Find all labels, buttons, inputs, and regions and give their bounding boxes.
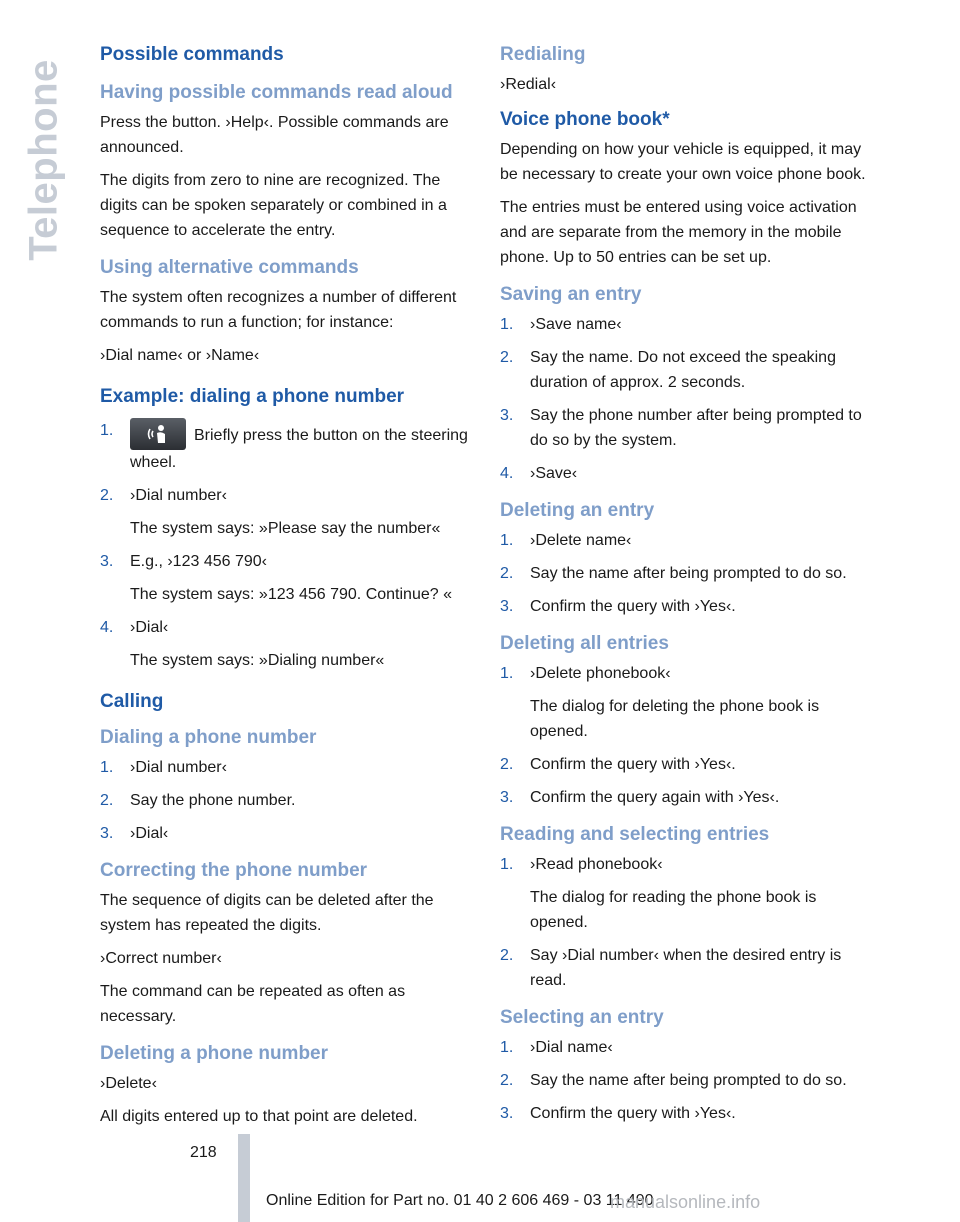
list-item (500, 312, 878, 337)
read-aloud-p1: Press the button. ›Help‹. Possible commands are announced. (100, 114, 449, 156)
step-number: 1. (500, 856, 514, 873)
alt-commands-p1: The system often recognizes a number of different commands to run a function; for instance: (100, 289, 457, 331)
read-aloud-heading: Having possible commands read aloud (100, 82, 453, 103)
step-text: Say ›Dial number‹ when the desired entry is read. (530, 947, 842, 989)
voice-command-button-icon (130, 418, 186, 450)
calling-heading: Calling (100, 691, 164, 712)
redialing-heading: Redialing (500, 44, 586, 65)
reading-steps (500, 852, 878, 993)
step-number: 3. (500, 1105, 514, 1122)
alt-commands-p2: ›Dial name‹ or ›Name‹ (100, 347, 260, 364)
step-text: Say the name. Do not exceed the speaking duration of approx. 2 seconds. (530, 349, 836, 391)
page-footer (0, 1134, 960, 1222)
list-item (500, 461, 878, 486)
step-number: 1. (100, 759, 114, 776)
step-text: E.g., ›123 456 790‹ (130, 553, 267, 570)
correcting-p3: The command can be repeated as often as necessary. (100, 983, 406, 1025)
deleting-all-heading: Deleting all entries (500, 633, 669, 654)
step-number: 2. (100, 487, 114, 504)
dialing-heading: Dialing a phone number (100, 727, 317, 748)
step-number: 2. (500, 947, 514, 964)
selecting-entry-heading: Selecting an entry (500, 1007, 664, 1028)
step-number: 2. (500, 349, 514, 366)
voice-phone-book-heading: Voice phone book* (500, 109, 670, 130)
step-number: 1. (500, 1039, 514, 1056)
step-text: Say the name after being prompted to do so. (530, 1072, 847, 1089)
watermark: manualsonline.info (610, 1192, 761, 1212)
list-item (100, 483, 478, 541)
correcting-heading: Correcting the phone number (100, 860, 368, 881)
step-number: 1. (500, 665, 514, 682)
list-item (100, 821, 478, 846)
example-heading: Example: dialing a phone number (100, 386, 405, 407)
edition-text: Online Edition for Part no. 01 40 2 606 469 - 03 11 490 (266, 1192, 654, 1209)
list-item (500, 752, 878, 777)
step-text: Briefly press the button on the steering wheel. (130, 427, 468, 471)
list-item (100, 788, 478, 813)
list-item (500, 661, 878, 744)
step-text: ›Dial number‹ (130, 759, 227, 776)
step-text: ›Save name‹ (530, 316, 622, 333)
step-text: ›Delete name‹ (530, 532, 632, 549)
deleting-entry-steps (500, 528, 878, 619)
footer-divider-bar (238, 1134, 250, 1222)
step-text: ›Dial name‹ (530, 1039, 613, 1056)
step-text: ›Dial‹ (130, 825, 169, 842)
step-number: 4. (500, 465, 514, 482)
correcting-p2: ›Correct number‹ (100, 950, 222, 967)
example-steps (100, 418, 478, 673)
saving-entry-heading: Saving an entry (500, 284, 642, 305)
list-item (100, 549, 478, 607)
list-item (500, 345, 878, 395)
chapter-label: Telephone (21, 59, 66, 261)
deleting-all-steps (500, 661, 878, 810)
step-number: 4. (100, 619, 114, 636)
voice-book-p2: The entries must be entered using voice activation and are separate from the memory in the mobile phone. Up to 50 entries can be set up. (500, 199, 857, 266)
step-number: 2. (500, 1072, 514, 1089)
step-text: ›Save‹ (530, 465, 578, 482)
list-item (500, 1068, 878, 1093)
step-subtext: The dialog for deleting the phone book is opened. (530, 698, 820, 740)
step-number: 2. (500, 756, 514, 773)
step-text: Confirm the query with ›Yes‹. (530, 598, 736, 615)
step-text: ›Dial‹ (130, 619, 169, 636)
list-item (100, 418, 478, 475)
step-number: 3. (100, 553, 114, 570)
list-item (500, 1035, 878, 1060)
step-subtext: The system says: »123 456 790. Continue? « (130, 586, 452, 603)
list-item (500, 1101, 878, 1126)
read-aloud-p2: The digits from zero to nine are recognized. The digits can be spoken separately or combined in a sequence to accelerate the entry. (100, 172, 447, 239)
step-number: 1. (100, 422, 114, 439)
dialing-steps (100, 755, 478, 846)
list-item (100, 615, 478, 673)
selecting-steps (500, 1035, 878, 1126)
possible-commands-heading: Possible commands (100, 44, 284, 65)
step-number: 1. (500, 532, 514, 549)
step-number: 2. (500, 565, 514, 582)
step-number: 2. (100, 792, 114, 809)
deleting-number-heading: Deleting a phone number (100, 1043, 329, 1064)
deleting-number-p1: ›Delete‹ (100, 1075, 157, 1092)
deleting-entry-heading: Deleting an entry (500, 500, 655, 521)
saving-steps (500, 312, 878, 486)
step-number: 3. (500, 407, 514, 424)
step-number: 3. (500, 598, 514, 615)
step-text: Confirm the query with ›Yes‹. (530, 1105, 736, 1122)
step-text: ›Dial number‹ (130, 487, 227, 504)
page-number: 218 (190, 1144, 217, 1161)
list-item (500, 561, 878, 586)
redialing-p1: ›Redial‹ (500, 76, 557, 93)
list-item (100, 755, 478, 780)
voice-book-p1: Depending on how your vehicle is equipped, it may be necessary to create your own voice phone book. (500, 141, 866, 183)
step-subtext: The system says: »Dialing number« (130, 652, 385, 669)
alt-commands-heading: Using alternative commands (100, 257, 359, 278)
step-text: ›Read phonebook‹ (530, 856, 663, 873)
list-item (500, 528, 878, 553)
right-column (500, 44, 878, 1134)
step-text: Confirm the query again with ›Yes‹. (530, 789, 780, 806)
deleting-number-p2: All digits entered up to that point are deleted. (100, 1108, 418, 1125)
list-item (500, 594, 878, 619)
list-item (500, 943, 878, 993)
step-text: Say the phone number after being prompted to do so by the system. (530, 407, 862, 449)
step-text: ›Delete phonebook‹ (530, 665, 671, 682)
list-item (500, 785, 878, 810)
step-text: Confirm the query with ›Yes‹. (530, 756, 736, 773)
step-number: 3. (500, 789, 514, 806)
step-text: Say the phone number. (130, 792, 296, 809)
sidebar-chapter-title (20, 40, 68, 280)
step-subtext: The system says: »Please say the number« (130, 520, 441, 537)
step-number: 3. (100, 825, 114, 842)
step-subtext: The dialog for reading the phone book is opened. (530, 889, 817, 931)
step-number: 1. (500, 316, 514, 333)
correcting-p1: The sequence of digits can be deleted after the system has repeated the digits. (100, 892, 434, 934)
left-column (100, 44, 478, 1137)
reading-entries-heading: Reading and selecting entries (500, 824, 770, 845)
list-item (500, 403, 878, 453)
list-item (500, 852, 878, 935)
step-text: Say the name after being prompted to do so. (530, 565, 847, 582)
